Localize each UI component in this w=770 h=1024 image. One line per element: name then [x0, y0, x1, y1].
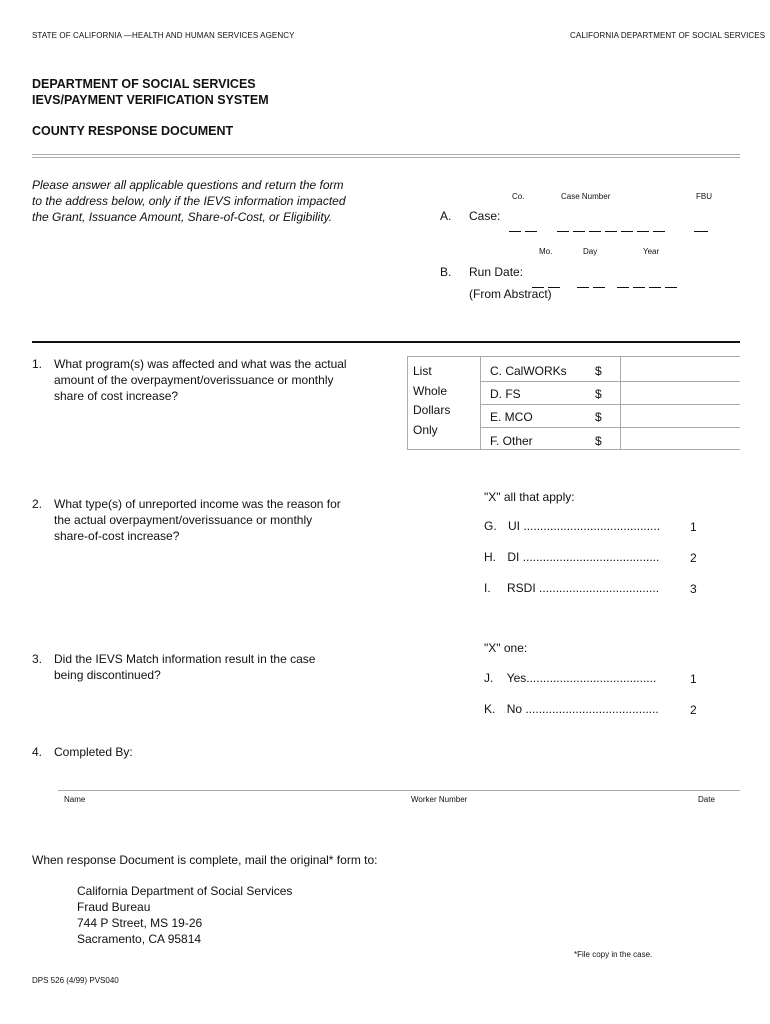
q2-option-di-dots: ......................................... [522, 550, 660, 564]
run-date-mo-label: Mo. [539, 247, 553, 256]
q2-option-ui[interactable] [484, 519, 660, 533]
q4-worker-number-label: Worker Number [411, 795, 468, 804]
q2-line-1: What type(s) of unreported income was the reason for [54, 497, 341, 511]
completed-by-name-field[interactable] [58, 772, 398, 790]
q1-side-line-2: Whole [413, 383, 448, 398]
run-date-year-field[interactable] [617, 275, 677, 293]
file-copy-footnote: *File copy in the case. [574, 950, 653, 959]
q3-option-no-label: No [506, 702, 523, 716]
q2-option-ui-code: 1 [690, 520, 697, 534]
run-date-label: Run Date: [469, 265, 524, 279]
q3-option-yes[interactable] [484, 671, 656, 685]
q3-option-no-dots: ........................................ [525, 702, 659, 716]
case-number-label: Case Number [561, 192, 611, 201]
mail-address-line-2: Fraud Bureau [77, 900, 151, 914]
q3-line-1: Did the IEVS Match information result in the case [54, 652, 316, 666]
q4-name-label: Name [64, 795, 86, 804]
q3-option-yes-dots: ....................................... [526, 671, 657, 685]
divider-top-2 [32, 157, 740, 158]
instructions-line-3: the Grant, Issuance Amount, Share-of-Cost, or Eligibility. [32, 210, 333, 224]
q1-side-line-1: List [413, 364, 432, 378]
q4-label: Completed By: [54, 745, 133, 759]
q1-program-mco-dollar: $ [595, 410, 602, 424]
worker-number-field[interactable] [408, 772, 628, 790]
q2-line-3: share-of-cost increase? [54, 529, 180, 543]
divider-top-1 [32, 154, 740, 155]
form-id: DPS 526 (4/99) PVS040 [32, 976, 119, 985]
q2-option-ui-letter: G. [484, 519, 497, 533]
q2-option-ui-dots: ......................................... [523, 519, 661, 533]
q2-number: 2. [32, 497, 43, 511]
q2-option-rsdi[interactable] [484, 581, 659, 595]
q2-option-di-label: DI [507, 550, 520, 564]
title-document: COUNTY RESPONSE DOCUMENT [32, 124, 234, 138]
mail-address-line-4: Sacramento, CA 95814 [77, 932, 202, 946]
q4-date-label: Date [698, 795, 715, 804]
q3-option-no-code: 2 [690, 703, 697, 717]
q1-program-mco-label: E. MCO [490, 410, 533, 424]
q1-line-2: amount of the overpayment/overissuance or monthly [54, 373, 334, 387]
q2-option-di[interactable] [484, 550, 659, 564]
q1-amount-mco-field[interactable] [622, 406, 738, 426]
case-fbu-field[interactable] [694, 219, 708, 237]
title-department: DEPARTMENT OF SOCIAL SERVICES [32, 77, 256, 91]
title-system: IEVS/PAYMENT VERIFICATION SYSTEM [32, 93, 269, 107]
q1-number: 1. [32, 357, 43, 371]
run-date-note: (From Abstract) [469, 287, 552, 301]
case-co-field[interactable] [509, 219, 537, 237]
mail-address-line-1: California Department of Social Services [77, 884, 293, 898]
q3-instruction: "X" one: [484, 641, 528, 655]
q2-option-di-code: 2 [690, 551, 697, 565]
q3-option-no-letter: K. [484, 702, 496, 716]
q1-side-line-4: Only [413, 422, 438, 437]
q2-option-rsdi-code: 3 [690, 582, 697, 596]
case-fbu-label: FBU [696, 192, 712, 201]
q1-program-other-label: F. Other [490, 434, 533, 448]
run-date-day-field[interactable] [577, 275, 605, 293]
q2-line-2: the actual overpayment/overissuance or monthly [54, 513, 313, 527]
q1-amount-calworks-field[interactable] [622, 358, 738, 380]
q2-option-ui-label: UI [508, 519, 521, 533]
divider-section [32, 341, 740, 343]
q2-option-rsdi-letter: I. [484, 581, 491, 595]
q1-amount-fs-field[interactable] [622, 383, 738, 403]
case-number-field[interactable] [557, 219, 665, 237]
run-date-day-label: Day [583, 247, 598, 256]
q1-side-line-3: Dollars [413, 403, 451, 417]
q3-line-2: being discontinued? [54, 668, 161, 682]
q1-amount-other-field[interactable] [622, 429, 738, 448]
q2-option-rsdi-dots: .................................... [539, 581, 660, 595]
q4-number: 4. [32, 745, 43, 759]
case-label: Case: [469, 209, 501, 223]
mail-address-line-3: 744 P Street, MS 19-26 [77, 916, 203, 930]
q3-option-yes-label: Yes [506, 671, 527, 685]
q1-program-other-dollar: $ [595, 434, 602, 448]
q3-option-yes-code: 1 [690, 672, 697, 686]
q1-program-fs-label: D. FS [490, 387, 521, 401]
q3-option-no[interactable] [484, 702, 659, 716]
signature-line [58, 790, 740, 791]
instructions-line-2: to the address below, only if the IEVS information impacted [32, 194, 346, 208]
run-date-letter: B. [440, 265, 452, 279]
q1-program-fs-dollar: $ [595, 387, 602, 401]
q1-line-3: share of cost increase? [54, 389, 179, 403]
q3-option-yes-letter: J. [484, 671, 494, 685]
mail-intro: When response Document is complete, mail the original* form to: [32, 853, 378, 867]
q3-number: 3. [32, 652, 43, 666]
q1-program-calworks-dollar: $ [595, 364, 602, 378]
q1-program-calworks-label: C. CalWORKs [490, 364, 567, 378]
q2-option-rsdi-label: RSDI [507, 581, 536, 595]
q1-list-whole-dollars-note [413, 362, 450, 440]
q2-option-di-letter: H. [484, 550, 496, 564]
agency-header: STATE OF CALIFORNIA —HEALTH AND HUMAN SERVICES AGENCY [32, 31, 295, 40]
instructions-line-1: Please answer all applicable questions and return the form [32, 178, 344, 192]
completed-date-field[interactable] [630, 772, 738, 790]
department-header: CALIFORNIA DEPARTMENT OF SOCIAL SERVICES [570, 31, 766, 40]
q1-line-1: What program(s) was affected and what was the actual [54, 357, 347, 371]
run-date-year-label: Year [643, 247, 660, 256]
q2-instruction: "X" all that apply: [484, 490, 575, 504]
case-letter: A. [440, 209, 452, 223]
case-co-label: Co. [512, 192, 525, 201]
